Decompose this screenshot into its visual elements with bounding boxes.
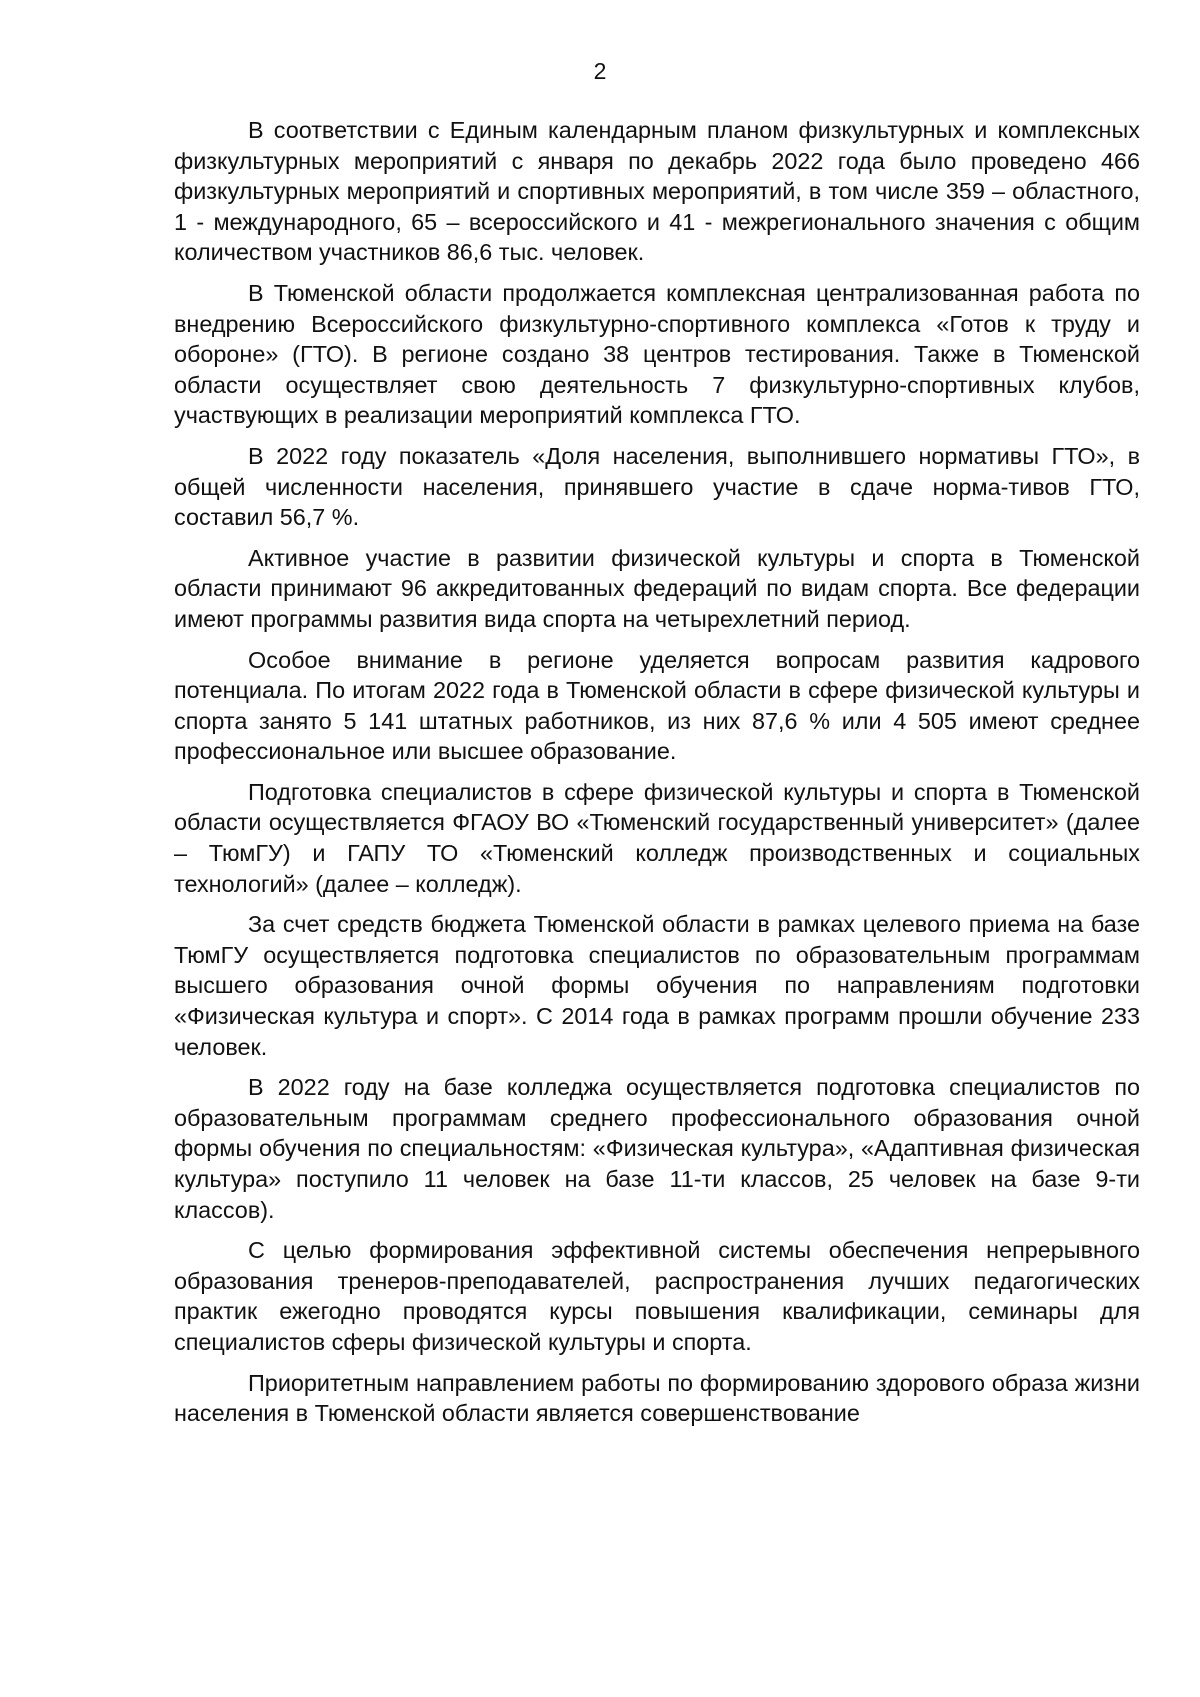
paragraph-healthy-lifestyle: Приоритетным направлением работы по формированию здорового образа жизни населения в Тюменской области является совершенствование [174,1369,1140,1427]
document-body [174,115,1140,1439]
page-number: 2 [593,58,607,84]
paragraph-gto-complex: В Тюменской области продолжается комплексная централизованная работа по внедрению Всероссийского физкультурно-спортивного комплекса «Готов к труду и обороне» (ГТО). В регионе создано 38 центров тестирования. Также в Тюменской области осуществляет свою деятельность 7 физкультурно-спортивных клубов, участвующих в реализации мероприятий комплекса ГТО. [174,279,1140,429]
paragraph-gto-share: В 2022 году показатель «Доля населения, выполнившего нормативы ГТО», в общей численности населения, принявшего участие в сдаче норма-тивов ГТО, составил 56,7 %. [174,442,1140,531]
paragraph-target-admission: За счет средств бюджета Тюменской области в рамках целевого приема на базе ТюмГУ осуществляется подготовка специалистов по образовательным программам высшего образования очной формы обучения по направлениям подготовки «Физическая культура и спорт». С 2014 года в рамках программ прошли обучение 233 человек. [174,911,1140,1060]
paragraph-continuing-education: С целью формирования эффективной системы обеспечения непрерывного образования тренеров-преподавателей, распространения лучших педагогических практик ежегодно проводятся курсы повышения квалификации, семинары для специалистов сферы физической культуры и спорта. [174,1237,1140,1355]
paragraph-events-calendar: В соответствии с Единым календарным планом физкультурных и комплексных физкультурных мероприятий с января по декабрь 2022 года было проведено 466 физкультурных мероприятий и спортивных мероприятий, в том числе 359 – областного, 1 - международного, 65 – всероссийского и 41 - межрегионального значения с общим количеством участников 86,6 тыс. человек. [174,117,1140,266]
paragraph-college-training: В 2022 году на базе колледжа осуществляется подготовка специалистов по образовательным программам среднего профессионального образования очной формы обучения по специальностям: «Физическая культура», «Адаптивная физическая культура» поступило 11 человек на базе 11-ти классов, 25 человек на базе 9-ти классов). [174,1074,1140,1223]
paragraph-personnel: Особое внимание в регионе уделяется вопросам развития кадрового потенциала. По итогам 2022 года в Тюменской области в сфере физической культуры и спорта занято 5 141 штатных работников, из них 87,6 % или 4 505 имеют среднее профессиональное или высшее образование. [174,646,1140,765]
paragraph-training-institutions: Подготовка специалистов в сфере физической культуры и спорта в Тюменской области осуществляется ФГАОУ ВО «Тюменский государственный университет» (далее – ТюмГУ) и ГАПУ ТО «Тюменский колледж производственных и социальных технологий» (далее – колледж). [174,778,1140,897]
paragraph-federations: Активное участие в развитии физической культуры и спорта в Тюменской области принимают 96 аккредитованных федераций по видам спорта. Все федерации имеют программы развития вида спорта на четырехлетний период. [174,544,1140,632]
